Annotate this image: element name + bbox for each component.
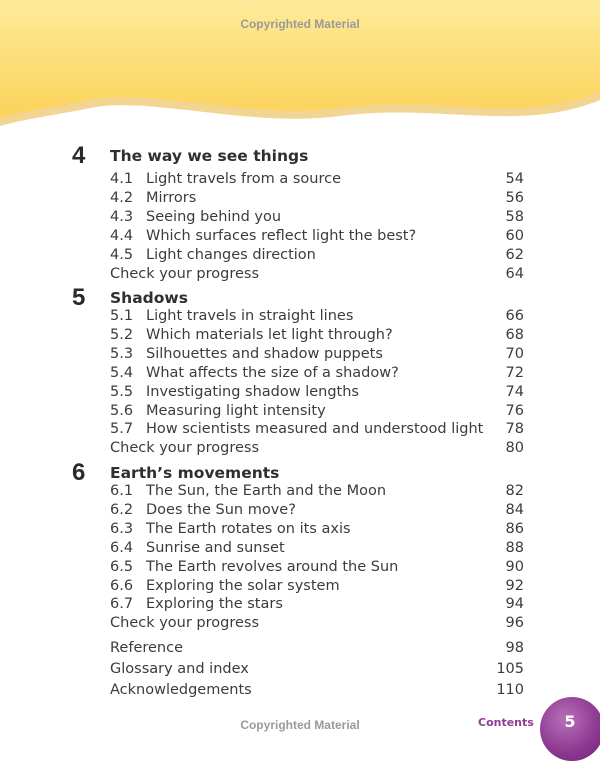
- toc-entry[interactable]: [110, 577, 524, 596]
- toc-entry[interactable]: [110, 402, 524, 421]
- entry-page-number: 58: [505, 209, 524, 225]
- section-number: 6.7: [110, 596, 134, 612]
- section-number: 4.2: [110, 190, 134, 206]
- toc-entry[interactable]: [110, 420, 524, 439]
- entry-page-number: 78: [505, 421, 524, 437]
- toc-entry[interactable]: [110, 364, 524, 383]
- section-number: 6.3: [110, 521, 134, 537]
- entry-title: Check your progress: [110, 440, 260, 456]
- entry-title: Which surfaces reflect light the best?: [146, 228, 417, 244]
- section-number: 6.5: [110, 559, 134, 575]
- back-matter-entry[interactable]: [110, 660, 524, 679]
- section-number: 5.3: [110, 346, 134, 362]
- watermark-top: Copyrighted Material: [240, 17, 360, 31]
- section-number: 5.5: [110, 384, 134, 400]
- back-matter-entry[interactable]: [110, 681, 524, 700]
- entry-title: Seeing behind you: [146, 209, 282, 225]
- toc-entry[interactable]: [110, 520, 524, 539]
- entry-page-number: 110: [496, 682, 524, 698]
- entry-title: Does the Sun move?: [146, 502, 296, 518]
- entry-page-number: 56: [505, 190, 524, 206]
- entry-title: Which materials let light through?: [146, 327, 393, 343]
- back-matter-entry[interactable]: [110, 639, 524, 658]
- section-number: 6.6: [110, 578, 134, 594]
- toc-entry[interactable]: [110, 208, 524, 227]
- entry-page-number: 76: [505, 403, 524, 419]
- entry-title: What affects the size of a shadow?: [146, 365, 399, 381]
- entry-title: Reference: [110, 640, 184, 656]
- chapter-title: Earth’s movements: [110, 464, 280, 482]
- chapter-number: 6: [72, 459, 86, 486]
- toc-entry[interactable]: [110, 326, 524, 345]
- entry-page-number: 72: [505, 365, 524, 381]
- entry-page-number: 70: [505, 346, 524, 362]
- entry-page-number: 74: [505, 384, 524, 400]
- toc-entry[interactable]: [110, 539, 524, 558]
- section-number: 4.4: [110, 228, 134, 244]
- entry-title: The Earth rotates on its axis: [146, 521, 351, 537]
- entry-page-number: 80: [505, 440, 524, 456]
- section-number: 5.1: [110, 308, 134, 324]
- entry-title: The Sun, the Earth and the Moon: [146, 483, 387, 499]
- section-number: 5.2: [110, 327, 134, 343]
- entry-page-number: 82: [505, 483, 524, 499]
- toc-entry[interactable]: [110, 439, 524, 458]
- entry-title: Light travels from a source: [146, 171, 342, 187]
- entry-page-number: 94: [505, 596, 524, 612]
- entry-title: Mirrors: [146, 190, 197, 206]
- entry-page-number: 84: [505, 502, 524, 518]
- toc-entry[interactable]: [110, 246, 524, 265]
- entry-title: Measuring light intensity: [146, 403, 326, 419]
- entry-title: The Earth revolves around the Sun: [146, 559, 399, 575]
- toc-entry[interactable]: [110, 595, 524, 614]
- section-number: 4.3: [110, 209, 134, 225]
- entry-title: Check your progress: [110, 266, 260, 282]
- toc-entry[interactable]: [110, 189, 524, 208]
- section-number: 4.5: [110, 247, 134, 263]
- entry-title: Light travels in straight lines: [146, 308, 354, 324]
- entry-title: Sunrise and sunset: [146, 540, 285, 556]
- entry-title: Exploring the solar system: [146, 578, 340, 594]
- section-number: 6.4: [110, 540, 134, 556]
- entry-page-number: 105: [496, 661, 524, 677]
- entry-page-number: 96: [505, 615, 524, 631]
- entry-title: How scientists measured and understood light: [146, 421, 484, 437]
- chapter-title: The way we see things: [110, 147, 309, 165]
- toc-entry[interactable]: [110, 558, 524, 577]
- entry-title: Exploring the stars: [146, 596, 283, 612]
- toc-entry[interactable]: [110, 307, 524, 326]
- section-number: 5.6: [110, 403, 134, 419]
- entry-page-number: 60: [505, 228, 524, 244]
- chapter-title: Shadows: [110, 289, 188, 307]
- entry-title: Light changes direction: [146, 247, 316, 263]
- section-number: 6.2: [110, 502, 134, 518]
- toc-entry[interactable]: [110, 501, 524, 520]
- toc-entry[interactable]: [110, 345, 524, 364]
- toc-entry[interactable]: [110, 614, 524, 633]
- footer-contents-label: Contents: [478, 716, 534, 729]
- entry-title: Silhouettes and shadow puppets: [146, 346, 383, 362]
- toc-entry[interactable]: [110, 227, 524, 246]
- section-number: 6.1: [110, 483, 134, 499]
- entry-title: Glossary and index: [110, 661, 249, 677]
- entry-page-number: 68: [505, 327, 524, 343]
- entry-page-number: 66: [505, 308, 524, 324]
- chapter-number: 5: [72, 284, 86, 311]
- entry-page-number: 64: [505, 266, 524, 282]
- entry-page-number: 86: [505, 521, 524, 537]
- toc-entry[interactable]: [110, 170, 524, 189]
- entry-title: Acknowledgements: [110, 682, 252, 698]
- entry-title: Investigating shadow lengths: [146, 384, 359, 400]
- entry-page-number: 90: [505, 559, 524, 575]
- section-number: 4.1: [110, 171, 134, 187]
- chapter-number: 4: [72, 142, 86, 169]
- watermark-bottom: Copyrighted Material: [240, 718, 360, 732]
- toc-entry[interactable]: [110, 482, 524, 501]
- entry-page-number: 98: [505, 640, 524, 656]
- page-number: 5: [564, 712, 576, 731]
- entry-title: Check your progress: [110, 615, 260, 631]
- toc-entry[interactable]: [110, 265, 524, 284]
- entry-page-number: 92: [505, 578, 524, 594]
- entry-page-number: 54: [505, 171, 524, 187]
- section-number: 5.4: [110, 365, 134, 381]
- entry-page-number: 62: [505, 247, 524, 263]
- toc-entry[interactable]: [110, 383, 524, 402]
- section-number: 5.7: [110, 421, 134, 437]
- entry-page-number: 88: [505, 540, 524, 556]
